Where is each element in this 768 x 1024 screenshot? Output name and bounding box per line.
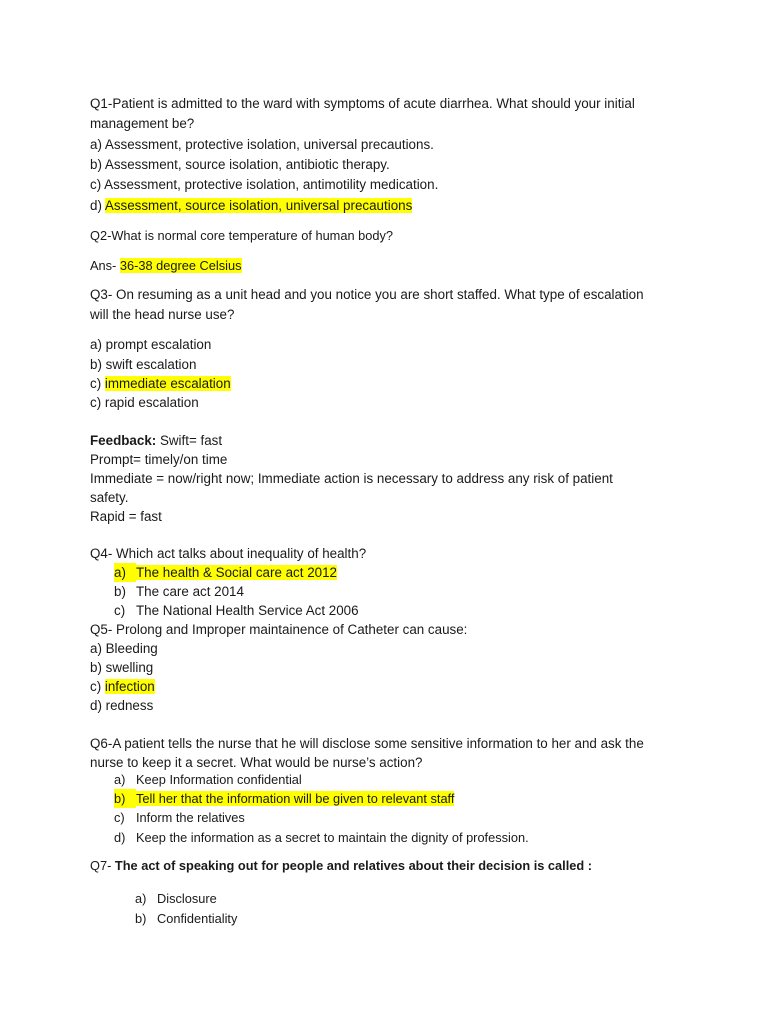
q1-option-d <box>90 196 412 215</box>
q6-option-b <box>114 789 454 808</box>
q5-stem: Q5- Prolong and Improper maintainence of Catheter can cause: <box>90 622 468 637</box>
q1-stem-line2: management be? <box>90 116 195 131</box>
q3-stem-line1: Q3- On resuming as a unit head and you notice you are short staffed. What type of escalation <box>90 287 644 302</box>
q3-answer-highlight: immediate escalation <box>104 376 231 391</box>
feedback-line4: safety. <box>90 490 129 505</box>
feedback-line2: Prompt= timely/on time <box>90 452 228 467</box>
q2-stem: Q2-What is normal core temperature of human body? <box>90 228 394 243</box>
q4-option-b-text: The care act 2014 <box>136 584 244 599</box>
q7-option-a <box>135 889 217 908</box>
q1-stem-line1: Q1-Patient is admitted to the ward with symptoms of acute diarrhea. What should your initial <box>90 96 635 111</box>
q4-option-c-text: The National Health Service Act 2006 <box>136 603 359 618</box>
feedback-line3: Immediate = now/right now; Immediate action is necessary to address any risk of patient <box>90 471 613 486</box>
q7-stem <box>90 856 592 875</box>
q6-stem-line2: nurse to keep it a secret. What would be nurse’s action? <box>90 755 423 770</box>
q6-option-d-text: Keep the information as a secret to maintain the dignity of profession. <box>136 830 529 845</box>
q6-option-d <box>114 828 529 847</box>
q7-option-b-text: Confidentiality <box>157 911 238 926</box>
q6-option-c-label: c) <box>114 810 125 825</box>
q1-option-d-prefix: d) <box>90 198 105 213</box>
q6-option-b-label: b) <box>114 789 136 808</box>
q7-stem-bold: The act of speaking out for people and relatives about their decision is called : <box>114 858 593 873</box>
q3-option-d: c) rapid escalation <box>90 395 199 410</box>
q3-option-c-prefix: c) <box>90 376 105 391</box>
q2-answer-highlight: 36-38 degree Celsius <box>119 258 242 273</box>
q4-option-c <box>114 601 359 620</box>
q3-stem-line2: will the head nurse use? <box>90 307 235 322</box>
q6-option-a <box>114 770 302 789</box>
q5-option-a: a) Bleeding <box>90 641 158 656</box>
q1-option-b: b) Assessment, source isolation, antibiotic therapy. <box>90 157 390 172</box>
q1-option-c: c) Assessment, protective isolation, antimotility medication. <box>90 177 439 192</box>
q1-answer-highlight: Assessment, source isolation, universal precautions <box>104 198 413 213</box>
q6-option-c-text: Inform the relatives <box>136 810 245 825</box>
q7-prefix: Q7- <box>90 858 115 873</box>
q6-stem-line1: Q6-A patient tells the nurse that he will disclose some sensitive information to her and ask the <box>90 736 644 751</box>
q7-option-a-text: Disclosure <box>157 891 217 906</box>
q5-option-b: b) swelling <box>90 660 154 675</box>
q2-answer <box>90 256 242 275</box>
feedback-swift: Swift= fast <box>156 433 223 448</box>
q3-option-b: b) swift escalation <box>90 357 197 372</box>
q7-option-b-label: b) <box>135 911 147 926</box>
feedback-line1 <box>90 431 222 450</box>
q4-option-a-label: a) <box>114 563 136 582</box>
q6-option-d-label: d) <box>114 830 126 845</box>
q7-option-a-label: a) <box>135 891 147 906</box>
q4-option-b-label: b) <box>114 584 126 599</box>
q1-option-a: a) Assessment, protective isolation, universal precautions. <box>90 137 434 152</box>
q3-option-a: a) prompt escalation <box>90 337 212 352</box>
q4-option-c-label: c) <box>114 603 126 618</box>
q4-answer-highlight: The health & Social care act 2012 <box>136 565 337 580</box>
q4-option-b <box>114 582 244 601</box>
q2-answer-prefix: Ans- <box>90 258 120 273</box>
feedback-label: Feedback: <box>90 433 157 448</box>
q4-stem: Q4- Which act talks about inequality of health? <box>90 546 367 561</box>
q5-option-d: d) redness <box>90 698 154 713</box>
q6-option-c <box>114 808 245 827</box>
q4-option-a <box>114 563 337 582</box>
q3-option-c <box>90 374 231 393</box>
q6-answer-highlight: Tell her that the information will be given to relevant staff <box>136 791 455 806</box>
feedback-line5: Rapid = fast <box>90 509 162 524</box>
q7-option-b <box>135 909 237 928</box>
q6-option-a-text: Keep Information confidential <box>136 772 302 787</box>
q5-answer-highlight: infection <box>104 679 155 694</box>
q5-option-c-prefix: c) <box>90 679 105 694</box>
q6-option-a-label: a) <box>114 772 126 787</box>
q5-option-c <box>90 677 155 696</box>
